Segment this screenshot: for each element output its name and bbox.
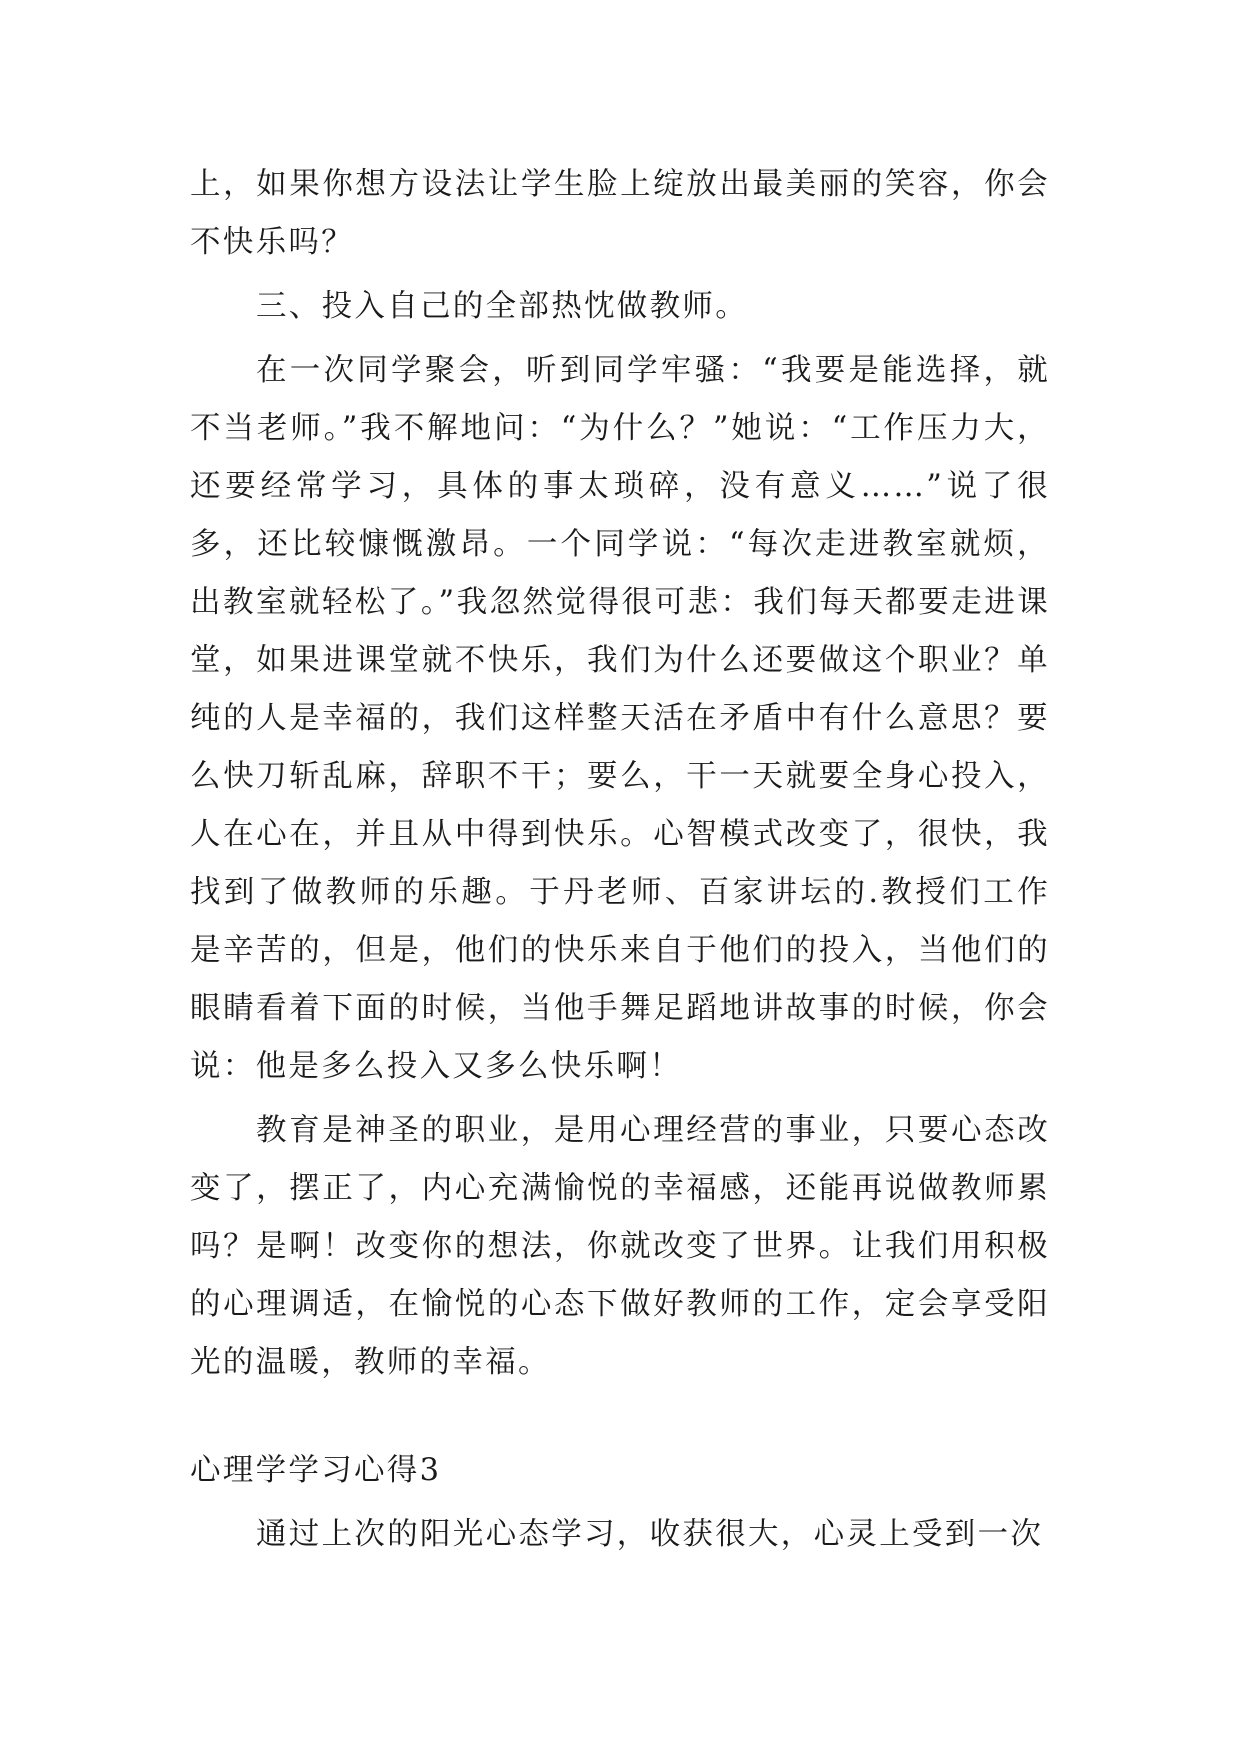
paragraph-continuation: 上，如果你想方设法让学生脸上绽放出最美丽的笑容，你会不快乐吗？ — [190, 167, 1050, 260]
document-body — [190, 156, 1050, 1564]
paragraph-section-heading-three: 三、投入自己的全部热忱做教师。 — [256, 289, 748, 324]
paragraph-reunion-story: 在一次同学聚会，听到同学牢骚：“我要是能选择，就不当老师。”我不解地问：“为什么？”她说：“工作压力大，还要经常学习，具体的事太琐碎，没有意义……”说了很多，还比较慷慨激昂。一个同学说：“每次走进教室就烦，出教室就轻松了。”我忽然觉得很可悲：我们每天都要走进课堂，如果进课堂就不快乐，我们为什么还要做这个职业？单纯的人是幸福的，我们这样整天活在矛盾中有什么意思？要么快刀斩乱麻，辞职不干；要么，干一天就要全身心投入，人在心在，并且从中得到快乐。心智模式改变了，很快，我找到了做教师的乐趣。于丹老师、百家讲坛的.教授们工作是辛苦的，但是，他们的快乐来自于他们的投入，当他们的眼睛看着下面的时候，当他手舞足蹈地讲故事的时候，你会说：他是多么投入又多么快乐啊！ — [190, 353, 1050, 1084]
paragraph-section-three-start: 通过上次的阳光心态学习，收获很大，心灵上受到一次 — [256, 1517, 1044, 1552]
section-heading: 心理学学习心得3 — [190, 1453, 442, 1488]
paragraph-conclusion: 教育是神圣的职业，是用心理经营的事业，只要心态改变了，摆正了，内心充满愉悦的幸福感，还能再说做教师累吗？是啊！改变你的想法，你就改变了世界。让我们用积极的心理调适，在愉悦的心态下做好教师的工作，定会享受阳光的温暖，教师的幸福。 — [190, 1113, 1050, 1380]
